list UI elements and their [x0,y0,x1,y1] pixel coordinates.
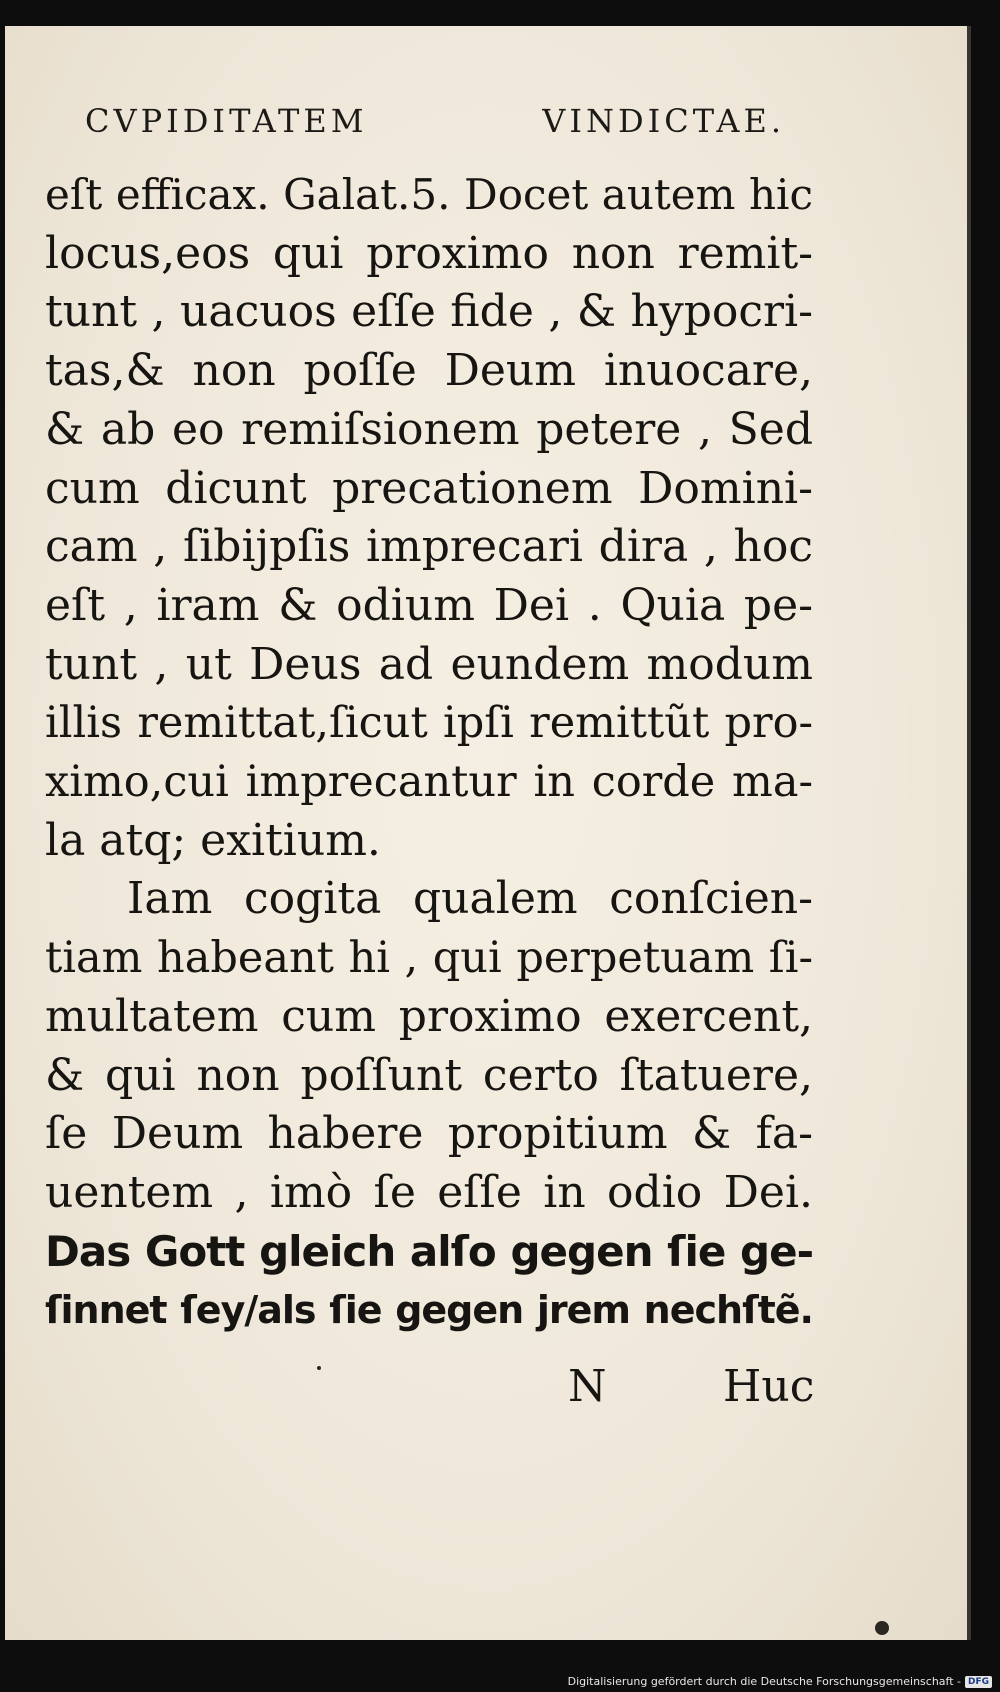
text-line: ſe Deum habere propitium & fa- [45,1108,813,1160]
text-line: multatem cum proximo exercent, [45,990,813,1042]
text-line: & qui non poſſunt certo ſtatuere, [45,1049,813,1101]
text-line: eſt , iram & odium Dei . Quia pe- [45,579,813,631]
text-line: cam , ſibijpſis imprecari dira , hoc [45,521,813,573]
signature-mark: N [568,1361,607,1412]
fraktur-line: Das Gott gleich alſo gegen ſie ge- [45,1226,813,1276]
text-line: tunt , uacuos eſſe fide , & hypocri- [45,286,813,338]
text-line: & ab eo remiſsionem petere , Sed [45,403,813,455]
text-line: locus,eos qui proximo non remit- [45,227,813,279]
text-line: tas,& non poſſe Deum inuocare, [45,345,813,397]
catchword: Huc [723,1361,815,1412]
running-head-right: VINDICTAE. [542,102,785,140]
ink-speck [317,1366,321,1370]
digitization-credit [568,1675,992,1688]
running-head [85,102,785,140]
book-page [5,26,971,1640]
text-line: tunt , ut Deus ad eundem modum [45,638,813,690]
credit-text: Digitalisierung gefördert durch die Deutsche Forschungsgemeinschaft - [567,1675,961,1688]
main-text [45,166,813,1340]
text-line: tiam habeant hi , qui perpetuam ſi- [45,933,813,984]
text-line: uentem , imò ſe eſſe in odio Dei. [45,1166,813,1218]
ink-speck [875,1621,889,1635]
text-line: la atq; exitium. [45,814,381,866]
text-line: cum dicunt precationem Domini- [45,462,813,514]
fraktur-line: ſinnet ſey/als ſie gegen jrem nechſtẽ. [45,1288,813,1333]
dfg-logo: DFG [965,1676,992,1688]
text-line: illis remittat,ſicut ipſi remittũt pro- [45,698,813,749]
text-line: eſt efficax. Galat.5. Docet autem hic [45,170,813,219]
text-line: ximo,cui imprecantur in corde ma- [45,757,813,808]
text-line: Iam cogita qualem conſcien- [127,873,813,925]
running-head-left: CVPIDITATEM [85,102,368,140]
